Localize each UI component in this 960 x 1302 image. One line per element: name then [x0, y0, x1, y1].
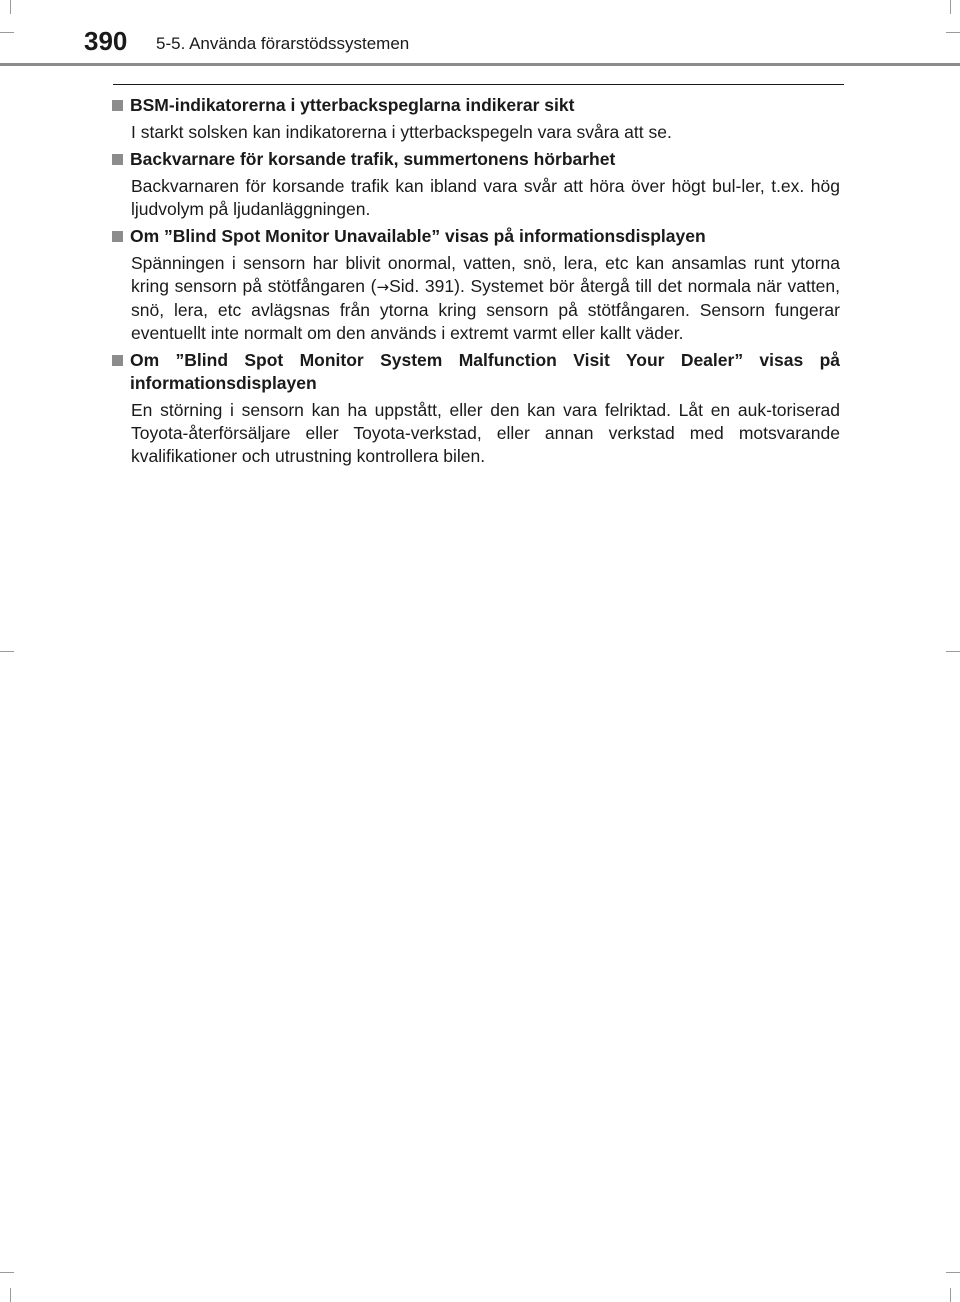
- square-bullet-icon: [112, 355, 123, 366]
- body-text: Spänningen i sensorn har blivit onormal, vatten, snö, lera, etc kan ansamlas runt ytorna kring sensorn på stötfångaren (: [131, 253, 840, 296]
- section-title: 5-5. Använda förarstödssystemen: [156, 34, 410, 53]
- item-body: [131, 252, 840, 345]
- square-bullet-icon: [112, 154, 123, 165]
- heading-text: Backvarnare för korsande trafik, summertonens hörbarhet: [130, 149, 616, 169]
- crop-mark: [0, 1272, 14, 1273]
- section-item: [112, 349, 840, 468]
- crop-mark: [950, 1288, 951, 1302]
- item-heading: [112, 225, 840, 248]
- crop-mark: [0, 651, 14, 652]
- content-rule: [113, 84, 844, 85]
- page-number: 390: [84, 26, 128, 56]
- body-text: ). Systemet bör återgå till det normala när vatten, snö, lera, etc avlägsnas från ytorna kring sensorn på stötfångaren. Sensorn fungerar eventuellt inte normalt om den används i extremt varmt eller kallt väder.: [131, 276, 841, 343]
- item-heading: [112, 349, 840, 395]
- item-heading: [112, 94, 840, 117]
- header-rule: [0, 63, 960, 66]
- item-body: I starkt solsken kan indikatorerna i ytterbackspegeln vara svåra att se.: [131, 122, 672, 142]
- heading-text: BSM-indikatorerna i ytterbackspeglarna indikerar sikt: [130, 95, 575, 115]
- page-header: [0, 0, 960, 64]
- crop-mark: [10, 1288, 11, 1302]
- section-item: [112, 225, 840, 345]
- item-body: Backvarnaren för korsande trafik kan ibland vara svår att höra över högt bul-ler, t.ex. hög ljudvolym på ljudanläggningen.: [131, 176, 840, 219]
- crop-mark: [946, 1272, 960, 1273]
- square-bullet-icon: [112, 231, 123, 242]
- page-content: [112, 94, 840, 472]
- item-heading: [112, 148, 840, 171]
- heading-text: Om ”Blind Spot Monitor Unavailable” visas på informationsdisplayen: [130, 226, 706, 246]
- arrow-right-icon: →: [376, 278, 390, 296]
- section-item: [112, 94, 840, 144]
- section-item: [112, 148, 840, 221]
- heading-text: Om ”Blind Spot Monitor System Malfunction Visit Your Dealer” visas på informationsdisplayen: [130, 350, 840, 393]
- page-reference-link[interactable]: Sid. 391: [389, 276, 455, 296]
- square-bullet-icon: [112, 100, 123, 111]
- crop-mark: [946, 651, 960, 652]
- item-body: En störning i sensorn kan ha uppstått, eller den kan vara felriktad. Låt en auk-toriserad Toyota-återförsäljare eller Toyota-verkstad, eller annan verkstad med motsvarande kvalifikationer och utrustning kontrollera bilen.: [131, 400, 840, 466]
